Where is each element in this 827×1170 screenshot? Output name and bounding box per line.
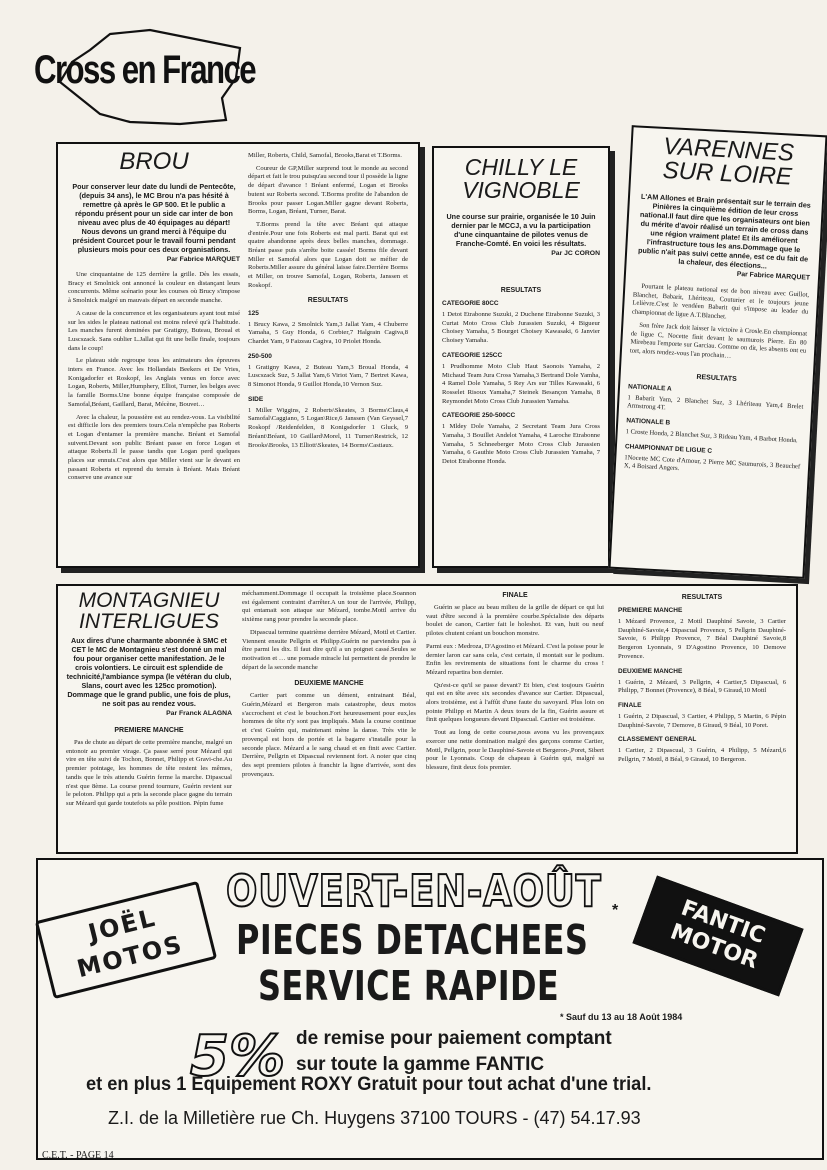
logo-text: JOËL MOTOS <box>74 903 187 984</box>
results-category: SIDE <box>248 395 264 403</box>
paragraph: Son frère Jack doit laisser la victoire à Crosle.En championnat de ligue C, Nocette finit devant le saumurois Pierre. En 80 Mirebeau l'emporte sur Garciau. Comme on dit, les absents ont eu tort, alors rendez-vous l'an prochain… <box>629 321 808 360</box>
article-title: MONTAGNIEU INTERLIGUES <box>78 589 220 633</box>
section-heading: DEUXIEME MANCHE <box>294 680 364 688</box>
results-category: NATIONALE A <box>627 382 672 393</box>
ad-line-service: SERVICE RAPIDE <box>258 962 560 1010</box>
discount-percent: 5% <box>190 1024 286 1089</box>
montagnieu-col3 <box>426 590 604 777</box>
page-footer: C.E.T. - PAGE 14 <box>42 1150 114 1161</box>
article-intro: Pour conserver leur date du lundi de Pentecôte, (depuis 34 ans), le MC Brou n'a pas hésité à remettre çà après le GP 500. Et le public a répondu présent pour un side car inter de bon niveau avec plus de 40 équipages au départ! Nous devons un grand merci à l'équipe du président Courcet pour le travail fourni pendant plusieurs mois pour ces deux organisations. <box>72 182 236 254</box>
paragraph: méchamment.Dommage il occupait la troisième place.Soannon est également contraint d'arrêter.A un tour de l'arrivée, Philipp, qui entamait son attaque sur Mézard, tombe.Mottl arrive du sixième rang pour prendre la seconde place. <box>242 590 416 624</box>
ad-address: Z.I. de la Milletière rue Ch. Huygens 37100 TOURS - (47) 54.17.93 <box>108 1108 641 1128</box>
paragraph: Dipascual termine quatrième derrière Mézard, Mottl et Cartier. Viennent ensuite Pellgrin et Philipp.Guérin ne parviendra pas à être parmi les dix. Il faut dire qu'il a un poignet cassé.Seules se motivation et … une pomade miracle lui permettent de prendre le départ de la seconde manche <box>242 628 416 671</box>
results-category: CATEGORIE 250-500CC <box>442 412 516 420</box>
results-list: 1 Guérin, 2 Mézard, 3 Pellgrin, 4 Cartier,5 Dipascual, 6 Philipp, 7 Bonnet (Provence), 8 Béal, 9 Giraud,10 Mottl <box>618 678 786 695</box>
paragraph: Une cinquantaine de 125 derrière la grille. Dès les essais, Bracy et Smolnick ont annoncé la couleur en distançant leurs concurrents. Même scénario pour les courses où Brucy s'impose à Smolnick malgré un mauvais départ en seconde manche. <box>68 271 240 305</box>
results-category: FINALE <box>618 701 642 709</box>
article-byline: Par JC CORON <box>551 250 600 257</box>
article-chilly <box>432 146 610 568</box>
ad-footnote: * Sauf du 13 au 18 Août 1984 <box>560 1012 683 1022</box>
article-title: VARENNES SUR LOIRE <box>662 132 795 191</box>
montagnieu-col1 <box>66 590 232 813</box>
article-byline: Par Fabrice MARQUET <box>736 270 811 282</box>
article-byline: Par Franck ALAGNA <box>166 710 232 717</box>
results-heading: RESULTATS <box>307 296 349 304</box>
results-list: 1Nocette MC Cote d'Amour, 2 Pierre MC Saumurois, 3 Beauchef X, 4 Boisard Angers. <box>623 453 801 473</box>
results-list: 1 Brucy Kawa, 2 Smolnick Yam,3 Jallat Yam, 4 Chuberre Yamaha, 5 Guy Honda, 6 Corbier,7 Halgrain Cagiva,8 Chardet Yam, 9 Faizeau Cagiva, 10 Priolet Honda. <box>248 320 408 345</box>
paragraph: Avec la chaleur, la poussière est au rendez-vous. La visibilité est difficile lors des premiers tours.Cela n'empêche pas Roberts et Logan d'entamer la première manche. Bréant et Samofal suivent.Devant son public Bréant passe en force Logan et attaque Roberts.Il le passe tandis que Logan perd quelques places sur ennuis.C'est alors que Miller vient sur le devant en passant Roberts et reprend du terrain à Bréant. Mais Bréant conserve une avance sur <box>68 413 240 482</box>
paragraph: Pourtant le plateau national est de bon niveau avec Guillot, Blanchet, Babarit, Lhériteau, Couturier et le toujours jeune Lelièvre.C'est le vendéen Babarit qui s'impose au leader du championnat de ligue A.T.Blanchet. <box>631 282 810 321</box>
results-heading: RESULTATS <box>681 594 723 601</box>
article-brou <box>56 142 420 568</box>
results-category: CLASSEMENT GENERAL <box>618 736 697 744</box>
results-category: CATEGORIE 80CC <box>442 300 499 307</box>
paragraph: Guérin se place au beau milieu de la grille de départ ce qui lui vaut d'être second à la première courbe.Spécialiste des départs boulet de canon, Cartier fait le holeshot. Et van, huit ou neuf pilotes chutent créant un bouchon monstre. <box>426 604 604 638</box>
ad-asterisk: * <box>612 902 619 919</box>
results-list: 1 Mézard Provence, 2 Mottl Dauphiné Savoie, 3 Cartier Dauphiné-Savoie,4 Dipascual Provence, 5 Pellgrin Dauphiné-Savoie, 6 Philipp Provence, 7 Béal Dauphiné Savoie,8 Bergeron Lyonnais, 9 D'Agostino Provence, 10 Demove Provence. <box>618 618 786 660</box>
logo-text: FANTIC MOTOR <box>666 895 769 975</box>
ad-headline: OUVERT-EN-AOÛT <box>226 866 602 917</box>
montagnieu-col4 <box>618 590 786 769</box>
paragraph: Tout au long de cette course,nous avons vu les provençaux exercer une nette domination malgré des garçons comme Cartier, Mottl, Pellgrin, pour le Dauphiné-Savoie et Bergeron-,Poret, Sibert pour le Lyonnais. Coup de chapeau à Guérin qui, malgré sa blessure, finit deux fois premier. <box>426 729 604 771</box>
results-list: 1 Babarit Yam, 2 Blanchet Suz, 3 Lhériteau Yam,4 Brelet Armstrong 4T. <box>626 393 804 412</box>
ad-headline-banner <box>226 866 626 918</box>
page-title: Cross en France <box>34 48 256 92</box>
article-varennes <box>609 125 827 579</box>
article-title: BROU <box>119 148 189 175</box>
results-category: DEUXIEME MANCHE <box>618 667 683 675</box>
montagnieu-col2 <box>242 590 416 783</box>
results-list: 1 Prudhomme Moto Club Haut Saonois Yamaha, 2 Michaud Team Jura Cross Yamaha,3 Bertrand Dole Yamha, 4 Ramel Dole Yamaha, 5 Rey Ars sur Tilles Kawasaki, 6 Rosselet Risoux Yamaha,7 Steinek Besançon Yamaha, 8 Reymondet Moto Cross Club Jurassien Yamaha. <box>442 362 600 405</box>
section-heading: FINALE <box>502 592 528 599</box>
results-list: 1 Miller Wiggins, 2 Roberts\Skeates, 3 Borms\Claus,4 Samofal\Caggiano, 5 Logan\Rice,6 Janssen (Van Geyssel,7 Roskopf /Reidenfelden, 8 Konigsdorfer 1 Gluck, 9 Bréant\Bréant, 10 Gaillard\Morel, 11 Turner\Restrick, 12 Brooks\Brooks, 13 Elliott\Skeates, 14 Borms\Castiaux. <box>248 406 408 449</box>
article-montagnieu <box>56 584 798 854</box>
article-byline: Par Fabrice MARQUET <box>166 256 240 263</box>
paragraph: Le plateau side regroupe tous les animateurs des épreuves inters en France. Avec les Hollandais Beekers et De Vries, Konigadorfer et Roskopf, les Anglais venus en force avec Logan, Roberts, Miller,Humphery, Elliot, Turner, les belges avec la famille Borms.Une bonne équipe française composée de Samofal,Bréant, Gaillard, Barat, Mécène, Bouvet… <box>68 357 240 408</box>
ad-offer-line2: sur toute la gamme FANTIC <box>296 1054 545 1075</box>
results-category: 250-500 <box>248 352 272 360</box>
paragraph: T.Borms prend la tête avec Bréant qui attaque d'entrée.Pour une fois Roberts est mal parti. Barat qui est quatre abandonne après deux belles manches, dommage. Bréant passe puis s'arrête boite cassée! Borms file devant Miller et Samofal alors que Logan doit se méfier de Roberts.Miller assure du général laisse faire.Derrière Borms et Miller, on trouve Samofal, Logan, Roberts, Janssen et Roskopf. <box>248 220 408 289</box>
results-list: 1 Mldey Dole Yamaha, 2 Secretant Team Jura Cross Yamaha, 3 Bouillet Andelot Yamaha, 4 Laroche Etrabonne Yamaha, 5 Schneeberger Moto Cross Club Jurassien Yamaha, 6 Gauthie Moto Cross Club Jurassien Yamaha, 7 Detot Etrabonne Honda. <box>442 423 600 466</box>
article-intro: Une course sur prairie, organisée le 10 Juin dernier par le MCCJ, a vu la participation d'une cinquantaine de pilotes venus de Franche-Comté. En voici les résultats. <box>446 212 596 248</box>
paragraph: Parmi eux : Medroza, D'Agostino et Mézard. C'est la poisse pour le dernier laron car sans cela, c'est certain, il montait sur le podium. Enfin les revirements de situations font le charme du cross ! Mézard repartira bon dernier. <box>426 642 604 676</box>
results-list: 1 Croste Honda, 2 Blanchet Suz, 3 Rideau Yam, 4 Barbot Honda. <box>625 428 798 445</box>
brou-left-column <box>68 150 240 487</box>
brou-right-column <box>248 152 408 454</box>
results-category: NATIONALE B <box>626 417 671 427</box>
paragraph: Cartier part comme un dément, entrainant Béal, Guérin,Mézard et Bergeron mais catastrophe, deux motos s'accrochent et c'est le bouchon.Fort heureusement pour eux,les hommes de tête n'y sont pas impliqués. Mais la course continue et c'est Guérin qui, maintenant mène la danse. Très vite le provençal est hors de portée et la bagarre s'installe pour la seconde place. Mézard a le sang chaud et en finit avec Cartier. Derrière, Pellgrin et Dipascual reviennent fort. A noter que cinq des sept premiers pilotes à franchir la ligne d'arrivée, sont des provençaux. <box>242 692 416 778</box>
article-intro: Aux dires d'une charmante abonnée à SMC et CET le MC de Montagnieu s'est donné un mal fou pour organiser cette manifestation. Je le crois volontiers. Le circuit est splendide de technicité,l'ambiance sympa (le vétéran du club, Slans, court avec les 125cc promotion). Dommage que le grand public, une fois de plus, ne soit pas au rendez vous. <box>66 636 232 708</box>
results-category: 125 <box>248 309 259 317</box>
results-heading: RESULTATS <box>500 287 542 294</box>
paragraph: A cause de la concurrence et les organisateurs ayant tout misé sur les sides le plateau national est moins relevé qu'à l'habitude. Les manches furent dominées par Gratigny, Buteau, Broual et Luscszack. Sans oublier L.Jallat qui fit une belle finale, toujours dans le coup! <box>68 309 240 352</box>
paragraph: Qu'est-ce qu'il se passe devant? Et bien, c'est toujours Guérin qui est en tête avec six secondes d'avance sur Cartier. Dipascual, alors troisième, est à l'affût d'une faute du savoyard. Plus loin on pointe Philipp et Martin A deux tours de la fin, Guérin assure et finit quelques longueurs devant Dipascual. Cartier est troisième. <box>426 681 604 724</box>
ad-line-parts: PIECES DETACHEES <box>236 916 589 964</box>
ad-offer-line3: et en plus 1 Equipement ROXY Gratuit pour tout achat d'une trial. <box>86 1074 652 1095</box>
paragraph: Coureur de GP,Miller surprend tout le monde au second départ et fait le trou puisqu'au second tour il possède la ligne de départ d'avance ! Bréant enfermé, Logan et Brooks butent sur Roberts second. T.Borms profite de l'abandon de Brooks pour passer Logan.Miller gagne devant Roberts, Borms, Logan, Bréant, Turner, Barat. <box>248 164 408 216</box>
results-category: CHAMPIONNAT DE LIGUE C <box>624 442 713 455</box>
paragraph: Pas de chute au départ de cette première manche, malgré un entonoir au premier virage. Ça passe serré pour Mézard qui vire en tête suivi de Tochon, Bonnet, Philipp et Gravi-che.Au premier pointage, les hommes de tête restent les mêmes, tandis que le très attendu Guérin ferme la marche. Dipascual n'est que 8ème. La course prend tournure, Guérin revient sur le peloton. Philipp qui a pris la seconde place gagne du terrain sur Mézard qui garde toutefois sa pôle position. Pépin fume <box>66 739 232 807</box>
results-list: 1 Detot Etrabonne Suzuki, 2 Duchene Etrabonne Suzuki, 3 Curtat Moto Cross Club Jurassien Suzuki, 4 Bigueur Choisey Yamaha, 5 Bourget Choisey Kawasaki, 6 Janvier Choisey Yamaha. <box>442 311 600 345</box>
results-category: CATEGORIE 125CC <box>442 351 503 359</box>
article-intro: L'AM Allones et Brain présentait sur le terrain des Pinières la cinquième édition de leur cross national.Il faut dire que les organisateurs ont bien du mérite d'avoir réalisé un terrain de cross dans une région vraiment plate! Et ils améliorent l'infrastructure tous les ans.Dommage que le public n'ait pas suivi cette année, est ce du fait de la chaleur, des élections... <box>637 191 812 271</box>
section-heading: PREMIERE MANCHE <box>114 727 184 734</box>
varennes-content <box>623 134 817 485</box>
paragraph: Miller, Roberts, Child, Samofal, Brooks,Barat et T.Borms. <box>248 152 402 159</box>
article-title: CHILLY LE VIGNOBLE <box>462 154 580 203</box>
results-category: PREMIERE MANCHE <box>618 607 683 614</box>
results-list: 1 Cartier, 2 Dipascual, 3 Guérin, 4 Philipp, 5 Mézard,6 Pellgrin, 7 Mottl, 8 Béal, 9 Giraud, 10 Bergeron. <box>618 747 786 764</box>
results-heading: RESULTATS <box>696 373 738 383</box>
chilly-content <box>442 156 600 471</box>
ad-offer-line1: de remise pour paiement comptant <box>296 1028 612 1049</box>
results-list: 1 Guérin, 2 Dipascual, 3 Cartier, 4 Philipp, 5 Martin, 6 Pépin Dauphiné-Savoie, 7 Demove, 8 Giraud, 9 Béal, 10 Poret. <box>618 712 786 729</box>
results-list: 1 Gratigny Kawa, 2 Buteau Yam,3 Broual Honda, 4 Luscszack Suz, 5 Jallat Yam,6 Viriot Yam, 7 Bertret Kawa, 8 Simonot Honda, 9 Guillot Honda,10 Vernon Suz. <box>248 363 408 389</box>
